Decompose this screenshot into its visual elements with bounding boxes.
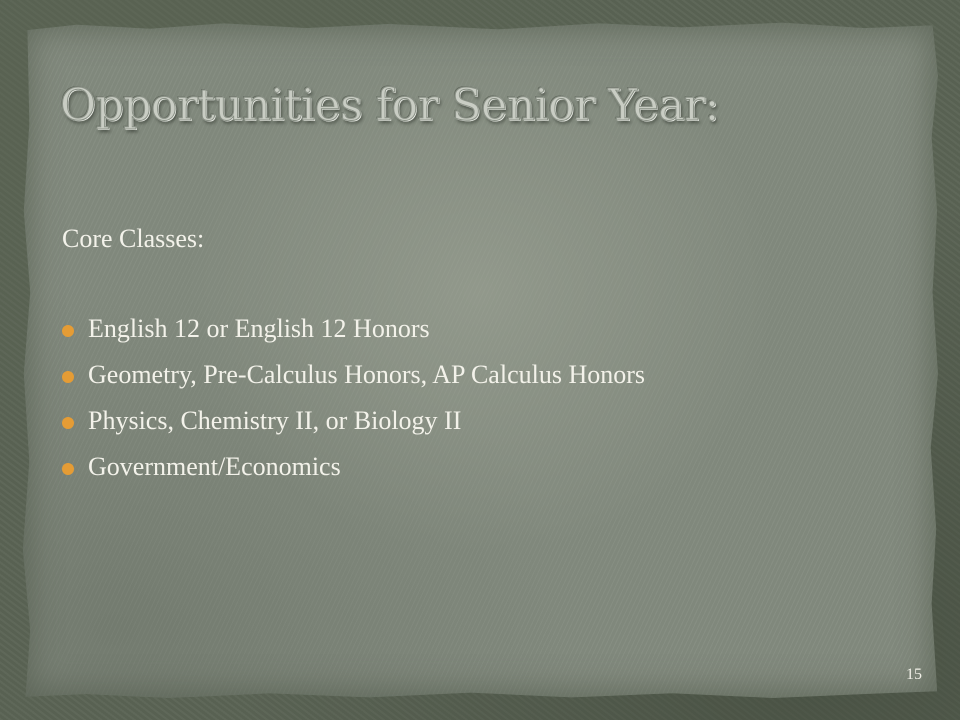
slide-title: Opportunities for Senior Year: (60, 80, 719, 131)
bullet-text: Geometry, Pre-Calculus Honors, AP Calculus Honors (88, 360, 646, 389)
bullet-dot-icon (62, 371, 74, 383)
section-label: Core Classes: (62, 224, 205, 253)
bullet-item (62, 312, 902, 346)
bullet-dot-icon (62, 463, 74, 475)
bullet-dot-icon (62, 417, 74, 429)
bullet-item (62, 404, 902, 438)
bullet-item (62, 358, 902, 392)
bullet-dot-icon (62, 325, 74, 337)
bullet-text: English 12 or English 12 Honors (88, 314, 430, 343)
page-number: 15 (906, 666, 922, 683)
bullet-text: Government/Economics (88, 452, 341, 481)
bullet-item (62, 450, 902, 484)
slide-content (62, 222, 902, 496)
bullet-text: Physics, Chemistry II, or Biology II (88, 406, 462, 435)
bullet-list (62, 312, 902, 484)
